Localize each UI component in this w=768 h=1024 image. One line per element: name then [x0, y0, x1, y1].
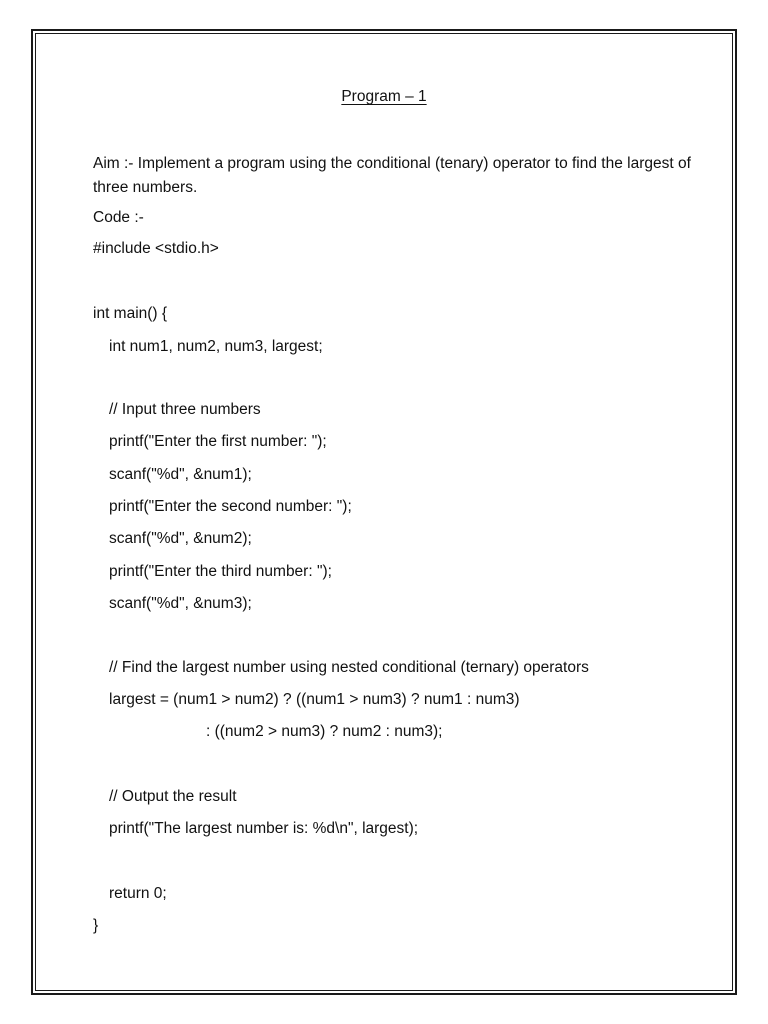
code-line: } — [93, 917, 99, 934]
code-line: largest = (num1 > num2) ? ((num1 > num3) ? num1 : num3) — [109, 691, 520, 708]
code-line: #include <stdio.h> — [93, 240, 219, 257]
page-title: Program – 1 — [341, 88, 427, 105]
code-comment: // Output the result — [109, 788, 237, 805]
code-line: int num1, num2, num3, largest; — [109, 338, 323, 355]
code-comment: // Find the largest number using nested conditional (ternary) operators — [109, 659, 589, 676]
code-line: printf("Enter the second number: "); — [109, 498, 352, 515]
code-comment: // Input three numbers — [109, 401, 261, 418]
code-line: printf("The largest number is: %d\n", largest); — [109, 820, 419, 837]
code-line: : ((num2 > num3) ? num2 : num3); — [206, 723, 443, 740]
code-line: scanf("%d", &num1); — [109, 466, 252, 483]
code-line: int main() { — [93, 305, 168, 322]
code-line: printf("Enter the third number: "); — [109, 563, 332, 580]
code-label: Code :- — [93, 209, 144, 226]
code-line: printf("Enter the first number: "); — [109, 433, 327, 450]
code-line: scanf("%d", &num2); — [109, 530, 252, 547]
aim-text: Aim :- Implement a program using the conditional (tenary) operator to find the largest of three numbers. — [93, 155, 691, 196]
code-line: return 0; — [109, 885, 167, 902]
code-line: scanf("%d", &num3); — [109, 595, 252, 612]
